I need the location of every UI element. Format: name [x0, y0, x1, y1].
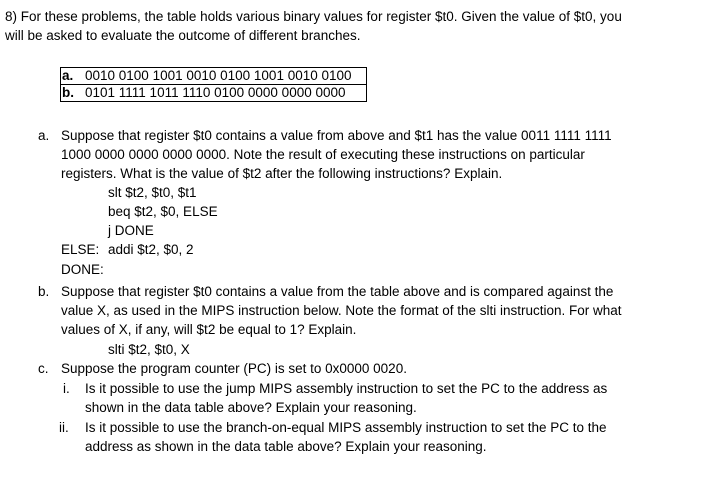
part-b-marker: b.: [38, 284, 50, 299]
register-values-table: [60, 67, 367, 102]
code-line-j: j DONE: [108, 223, 154, 238]
part-c-i-line-1: Is it possible to use the jump MIPS assembly instruction to set the PC to the address as: [85, 381, 608, 396]
row-label: a.: [62, 68, 74, 83]
code-line-addi: addi $t2, $0, 2: [108, 242, 194, 257]
else-label: ELSE:: [61, 242, 100, 257]
part-b-line-3: values of X, if any, will $t2 be equal to 1? Explain.: [61, 322, 357, 337]
part-c-ii-line-1: Is it possible to use the branch-on-equal MIPS assembly instruction to set the PC to the: [85, 420, 607, 435]
part-c-ii-line-2: address as shown in the data table above? Explain your reasoning.: [85, 439, 487, 454]
table-row: [61, 85, 367, 102]
row-label: b.: [62, 85, 74, 100]
part-c-i-marker: i.: [63, 381, 70, 396]
code-line-slt: slt $t2, $t0, $t1: [108, 185, 197, 200]
part-c-marker: c.: [38, 361, 49, 376]
table-row: [61, 68, 367, 85]
part-c-i-line-2: shown in the data table above? Explain your reasoning.: [85, 400, 417, 415]
code-line-slti: slti $t2, $t0, X: [108, 342, 190, 357]
problem-intro-line-2: will be asked to evaluate the outcome of different branches.: [5, 28, 361, 43]
row-value: 0101 1111 1011 1110 0100 0000 0000 0000: [75, 85, 366, 102]
problem-intro-line-1: 8) For these problems, the table holds various binary values for register $t0. Given the value of $t0, you: [5, 9, 622, 24]
part-a-line-2: 1000 0000 0000 0000 0000. Note the result of executing these instructions on particular: [61, 147, 585, 162]
part-c-line: Suppose the program counter (PC) is set to 0x0000 0020.: [61, 361, 407, 376]
part-c-ii-marker: ii.: [59, 420, 69, 435]
code-line-beq: beq $t2, $0, ELSE: [108, 204, 218, 219]
part-b-line-2: value X, as used in the MIPS instruction below. Note the format of the slti instruction. For what: [61, 303, 622, 318]
done-label: DONE:: [61, 262, 104, 277]
part-b-line-1: Suppose that register $t0 contains a value from the table above and is compared against the: [61, 284, 614, 299]
part-a-line-3: registers. What is the value of $t2 after the following instructions? Explain.: [61, 166, 503, 181]
part-a-line-1: Suppose that register $t0 contains a value from above and $t1 has the value 0011 1111 1111: [61, 128, 612, 143]
row-value: 0010 0100 1001 0010 0100 1001 0010 0100: [75, 68, 366, 85]
part-a-marker: a.: [38, 128, 50, 143]
